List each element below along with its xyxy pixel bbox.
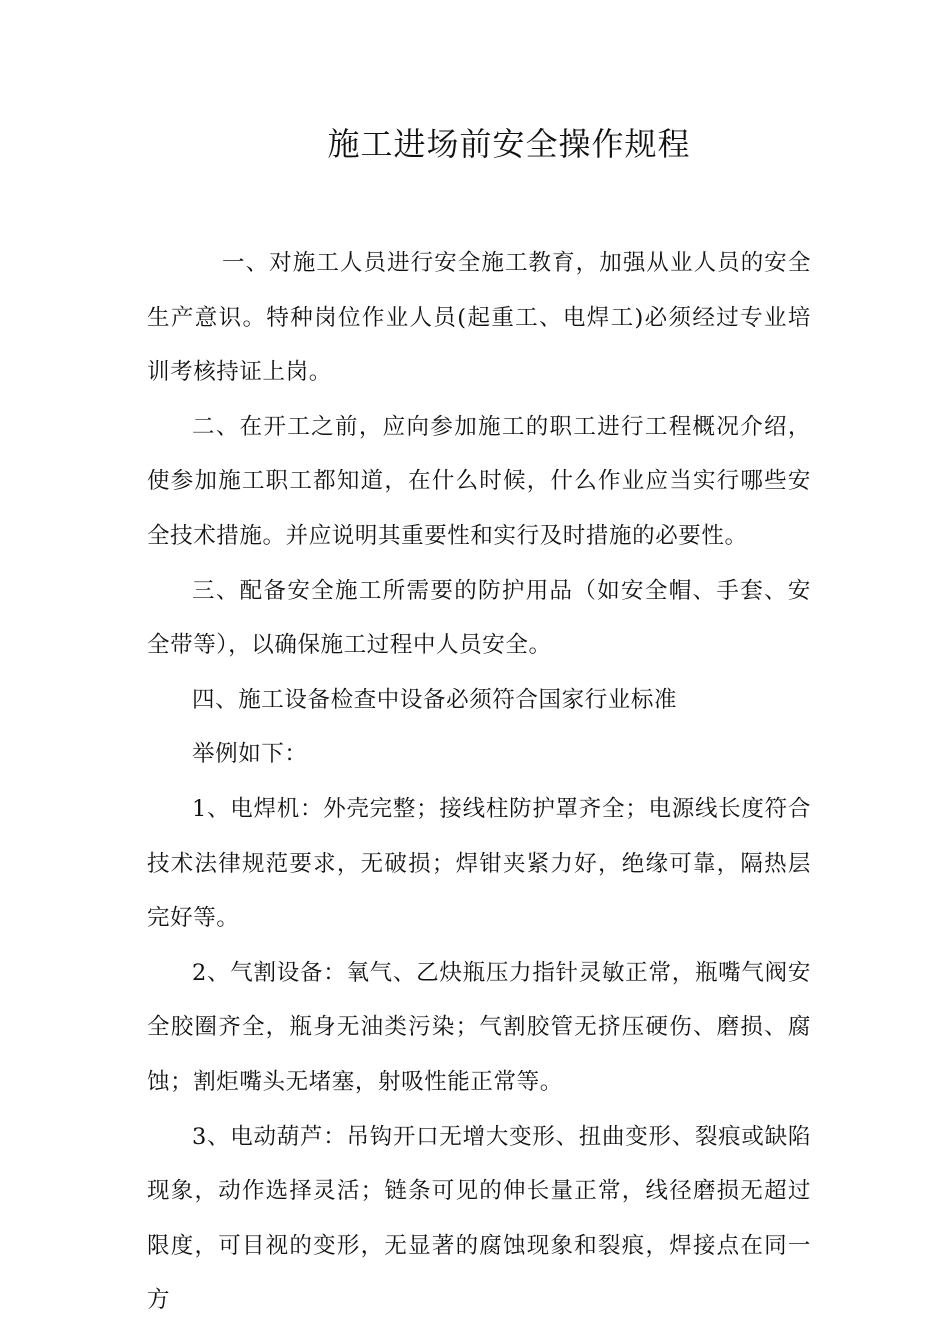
paragraph-5: 举例如下： — [192, 741, 308, 768]
paragraph-4: 四、施工设备检查中设备必须符合国家行业标准 — [192, 686, 678, 713]
paragraph-1: 一、对施工人员进行安全施工教育，加强从业人员的安全生产意识。特种岗位作业人员(起重工、电焊工)必须经过专业培训考核持证上岗。 — [147, 250, 811, 386]
paragraph-2: 二、在开工之前，应向参加施工的职工进行工程概况介绍，使参加施工职工都知道，在什么时候，什么作业应当实行哪些安全技术措施。并应说明其重要性和实行及时措施的必要性。 — [147, 413, 811, 549]
document-body — [147, 236, 811, 1328]
paragraph-7: 2、气割设备：氧气、乙炔瓶压力指针灵敏正常，瓶嘴气阀安全胶圈齐全，瓶身无油类污染；气割胶管无挤压硬伤、磨损、腐蚀；割炬嘴头无堵塞，射吸性能正常等。 — [147, 959, 811, 1095]
document-title: 施工进场前安全操作规程 — [327, 125, 691, 163]
paragraph-6: 1、电焊机：外壳完整；接线柱防护罩齐全；电源线长度符合技术法律规范要求，无破损；焊钳夹紧力好，绝缘可靠，隔热层完好等。 — [147, 795, 811, 932]
paragraph-3: 三、配备安全施工所需要的防护用品（如安全帽、手套、安全带等），以确保施工过程中人员安全。 — [147, 577, 811, 659]
paragraph-8: 3、电动葫芦：吊钩开口无增大变形、扭曲变形、裂痕或缺陷现象，动作选择灵活；链条可见的伸长量正常，线径磨损无超过限度，可目视的变形，无显著的腐蚀现象和裂痕，焊接点在同一方 — [147, 1123, 811, 1314]
